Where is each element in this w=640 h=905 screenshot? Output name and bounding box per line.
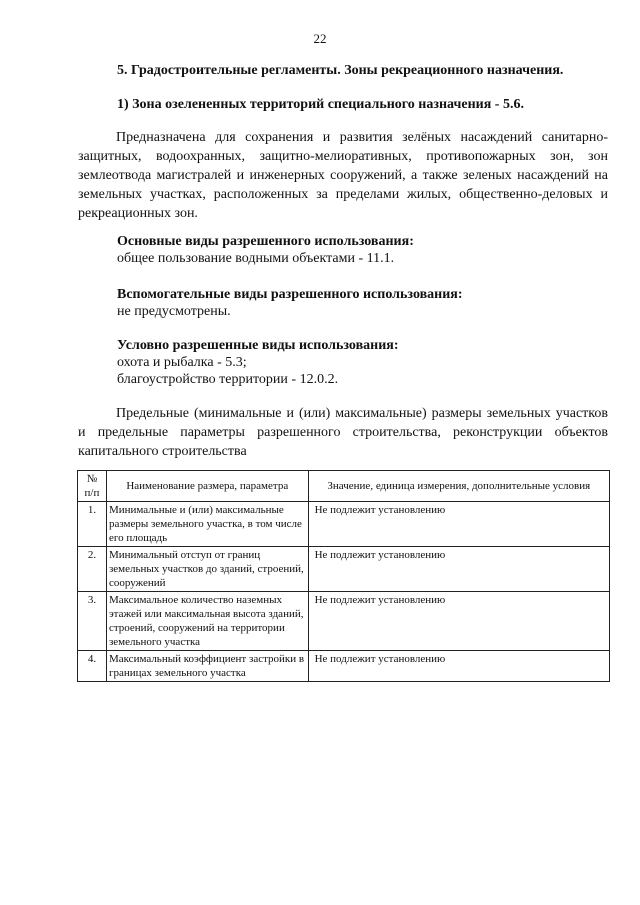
main-uses-block bbox=[117, 233, 607, 267]
conditional-uses-block bbox=[117, 337, 607, 388]
purpose-paragraph: Предназначена для сохранения и развития зелёных насаждений санитарно-защитных, водоохранных, защитно-мелиоративных, противопожарных зон, зон землеотвода магистралей и инженерных сооружений, а также зеленых насаждений на земельных участках, расположенных за пределами жилых, общественно-деловых и рекреационных зон. bbox=[78, 130, 608, 221]
main-uses-label: Основные виды разрешенного использования: bbox=[117, 234, 414, 249]
section-heading: 5. Градостроительные регламенты. Зоны рекреационного назначения. bbox=[117, 63, 564, 78]
row-parameter-name: Максимальное количество наземных этажей или максимальная высота зданий, строений, сооружений на территории земельного участка bbox=[106, 592, 308, 651]
conditional-use-item: охота и рыбалка - 5.3; bbox=[117, 355, 247, 370]
row-parameter-name: Максимальный коэффициент застройки в границах земельного участка bbox=[106, 651, 308, 682]
zone-heading: 1) Зона озелененных территорий специального назначения - 5.6. bbox=[117, 97, 524, 112]
conditional-use-item: благоустройство территории - 12.0.2. bbox=[117, 372, 339, 387]
header-number: № п/п bbox=[78, 471, 107, 502]
table-row bbox=[78, 651, 610, 682]
row-number: 2. bbox=[78, 547, 107, 592]
row-parameter-name: Минимальные и (или) максимальные размеры земельного участка, в том числе его площадь bbox=[106, 502, 308, 547]
row-number: 1. bbox=[78, 502, 107, 547]
row-value: Не подлежит установлению bbox=[308, 547, 609, 592]
main-use-item: общее пользование водными объектами - 11.1. bbox=[117, 251, 395, 266]
conditional-uses-label: Условно разрешенные виды использования: bbox=[117, 338, 399, 353]
table-row bbox=[78, 547, 610, 592]
header-parameter-name: Наименование размера, параметра bbox=[106, 471, 308, 502]
parameters-table bbox=[77, 470, 610, 682]
auxiliary-uses-label: Вспомогательные виды разрешенного использования: bbox=[117, 287, 463, 302]
row-parameter-name: Минимальный отступ от границ земельных участков до зданий, строений, сооружений bbox=[106, 547, 308, 592]
row-number: 3. bbox=[78, 592, 107, 651]
table-row bbox=[78, 502, 610, 547]
row-value: Не подлежит установлению bbox=[308, 502, 609, 547]
table-header-row bbox=[78, 471, 610, 502]
row-value: Не подлежит установлению bbox=[308, 592, 609, 651]
auxiliary-uses-block bbox=[117, 286, 607, 320]
row-number: 4. bbox=[78, 651, 107, 682]
limits-paragraph: Предельные (минимальные и (или) максимальные) размеры земельных участков и предельные параметры разрешенного строительства, реконструкции объектов капитального строительства bbox=[78, 406, 608, 459]
row-value: Не подлежит установлению bbox=[308, 651, 609, 682]
table-row bbox=[78, 592, 610, 651]
page-number: 22 bbox=[313, 31, 327, 46]
header-value: Значение, единица измерения, дополнительные условия bbox=[308, 471, 609, 502]
auxiliary-use-item: не предусмотрены. bbox=[117, 304, 231, 319]
